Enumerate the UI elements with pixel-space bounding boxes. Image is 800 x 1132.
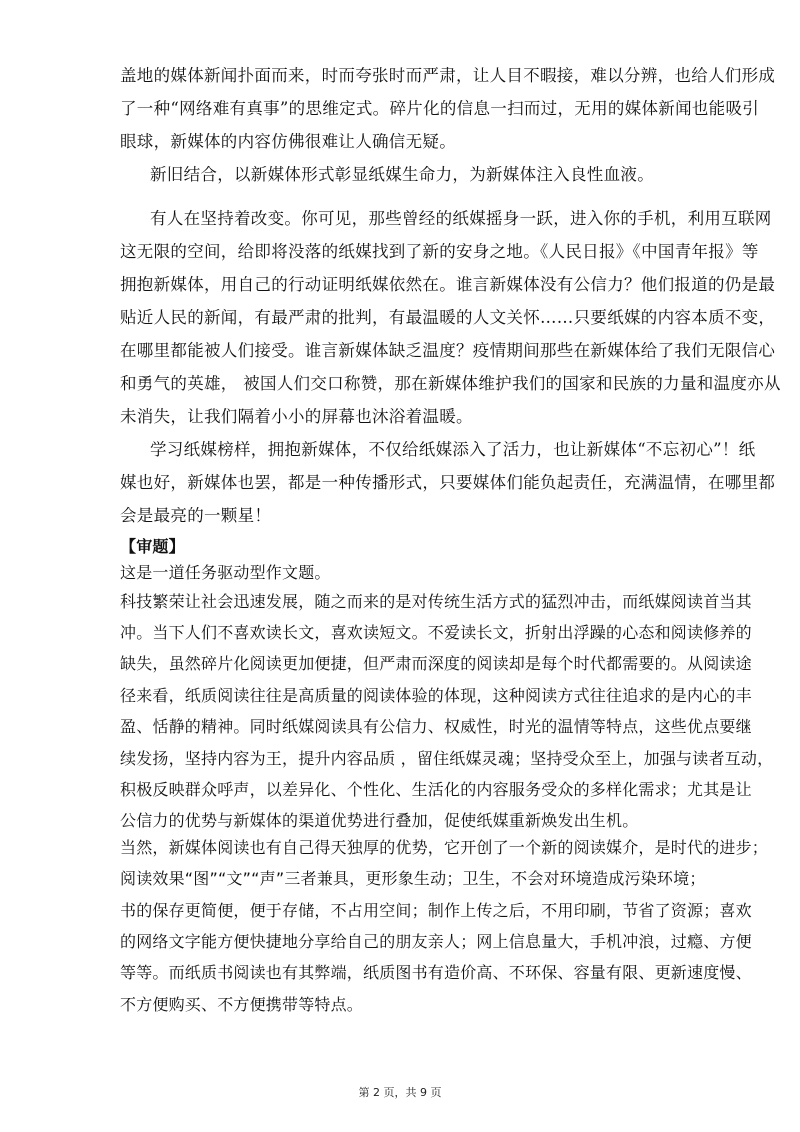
essay-line: 贴近人民的新闻，有最严肃的批判，有最温暖的人文关怀……只要纸媒的内容本质不变， [120,308,776,327]
essay-line: 有人在坚持着改变。你可见，那些曾经的纸媒摇身一跃，进入你的手机，利用互联网 [150,209,772,228]
page-footer: 第 2 页，共 9 页 [358,1086,442,1099]
essay-line: 在哪里都能被人们接受。谁言新媒体缺乏温度？疫情期间那些在新媒体给了我们无限信心 [120,341,776,360]
essay-line: 了一种“网络难有真事”的思维定式。碎片化的信息一扫而过，无用的媒体新闻也能吸引 [120,99,760,118]
essay-line: 媒也好，新媒体也罢，都是一种传播形式，只要媒体们能负起责任，充满温情，在哪里都 [120,473,776,492]
analysis-line: 科技繁荣让社会迅速发展，随之而来的是对传统生活方式的猛烈冲击，而纸媒阅读首当其 [120,592,752,611]
essay-line: 未消失，让我们隔着小小的屏幕也沐浴着温暖。 [120,407,473,426]
essay-line: 眼球，新媒体的内容仿佛很难让人确信无疑。 [120,132,456,151]
analysis-line: 径来看，纸质阅读往往是高质量的阅读体验的体现，这种阅读方式往往追求的是内心的丰 [120,686,752,705]
analysis-line: 冲。当下人们不喜欢读长文，喜欢读短文。不爱读长文，折射出浮躁的心态和阅读修养的 [120,623,752,642]
essay-line: 拥抱新媒体，用自己的行动证明纸媒依然在。谁言新媒体没有公信力？他们报道的仍是最 [120,275,776,294]
essay-line: 新旧结合，以新媒体形式彰显纸媒生命力，为新媒体注入良性血液。 [150,165,654,184]
analysis-line: 积极反映群众呼声，以差异化、个性化、生活化的内容服务受众的多样化需求；尤其是让 [120,780,752,799]
essay-line: 这无限的空间，给即将没落的纸媒找到了新的安身之地。《人民日报》《中国青年报》等 [120,242,759,261]
analysis-line: 书的保存更简便，便于存储，不占用空间；制作上传之后，不用印刷，节省了资源；喜欢 [120,901,752,920]
analysis-line: 续发扬，坚持内容为王，提升内容品质 ，留住纸媒灵魂；坚持受众至上，加强与读者互动， [120,749,774,768]
section-heading: 【审题】 [120,537,185,556]
essay-line: 会是最亮的一颗星！ [120,506,272,525]
analysis-line: 缺失，虽然碎片化阅读更加便捷，但严肃而深度的阅读却是每个时代都需要的。从阅读途 [120,654,752,673]
analysis-line: 盈、恬静的精神。同时纸媒阅读具有公信力、权威性，时光的温情等特点，这些优点要继 [120,717,752,736]
analysis-line: 等等。而纸质书阅读也有其弊端，纸质图书有造价高、不环保、容量有限、更新速度慢、 [120,963,752,982]
analysis-line: 当然，新媒体阅读也有自己得天独厚的优势，它开创了一个新的阅读媒介，是时代的进步； [120,838,769,857]
essay-line: 学习纸媒榜样，拥抱新媒体，不仅给纸媒添入了活力，也让新媒体“不忘初心”！纸 [150,440,756,459]
analysis-line: 阅读效果“图”“文”“声”三者兼具，更形象生动；卫生，不会对环境造成污染环境； [120,869,706,888]
essay-line: 和勇气的英雄， 被国人们交口称赞，那在新媒体维护我们的国家和民族的力量和温度亦从 [120,374,781,393]
analysis-line: 的网络文字能方便快捷地分享给自己的朋友亲人；网上信息量大，手机冲浪，过瘾、方便 [120,932,752,951]
analysis-line: 不方便购买、不方便携带等特点。 [120,995,364,1014]
analysis-line: 公信力的优势与新媒体的渠道优势进行叠加，促使纸媒重新焕发出生机。 [120,811,639,830]
essay-line: 盖地的媒体新闻扑面而来，时而夸张时而严肃，让人目不暇接，难以分辨，也给人们形成 [120,66,776,85]
analysis-line: 这是一道任务驱动型作文题。 [120,563,331,582]
